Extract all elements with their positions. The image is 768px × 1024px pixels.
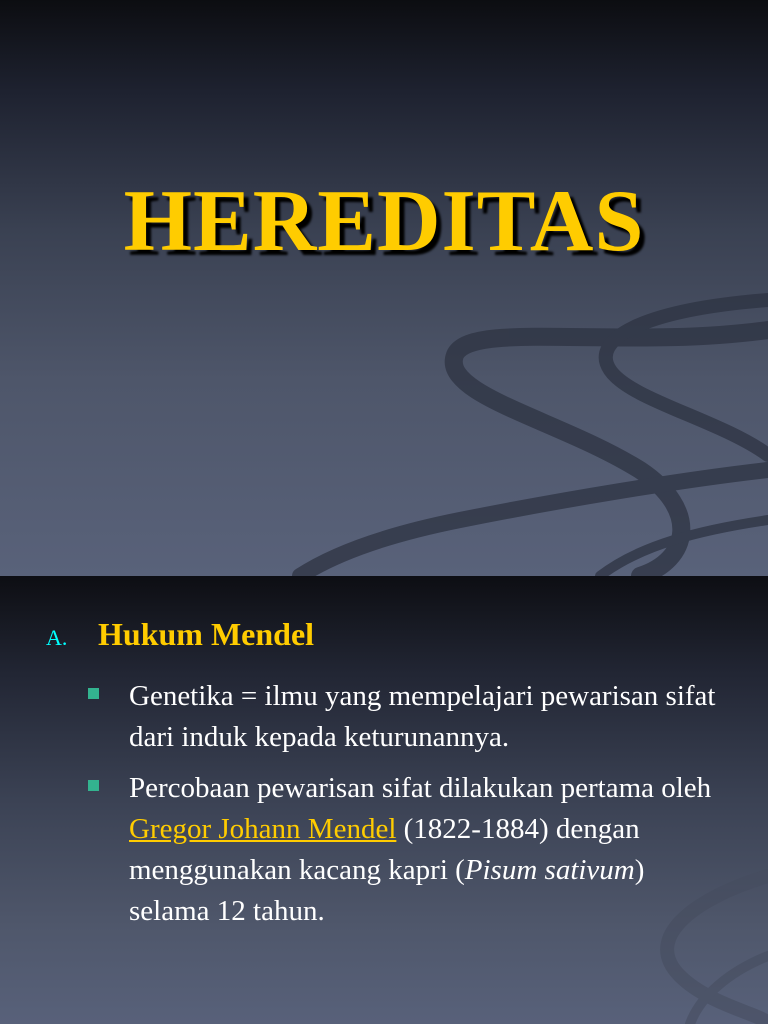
square-bullet-icon: [88, 780, 99, 791]
bullet-list: [88, 676, 728, 942]
bullet-text-middle: (1822-1884) dengan menggunakan kacang kapri (: [129, 813, 640, 886]
slide-title: HEREDITAS: [123, 173, 645, 270]
section-title: Hukum Mendel: [98, 616, 315, 652]
square-bullet-icon: [88, 688, 99, 699]
bullet-text: Genetika = ilmu yang mempelajari pewarisan sifat dari induk kepada keturunannya.: [129, 680, 716, 753]
bullet-text-prefix: Percobaan pewarisan sifat dilakukan pertama oleh: [129, 772, 712, 804]
list-item: [88, 676, 728, 758]
section-heading: [46, 616, 314, 653]
list-item: [88, 768, 728, 932]
species-name: Pisum sativum: [464, 854, 635, 886]
mendel-link[interactable]: Gregor Johann Mendel: [129, 813, 397, 845]
bullet-text-suffix: ) selama 12 tahun.: [129, 854, 645, 927]
section-marker: A.: [46, 625, 68, 650]
content-slide: [0, 576, 768, 1024]
